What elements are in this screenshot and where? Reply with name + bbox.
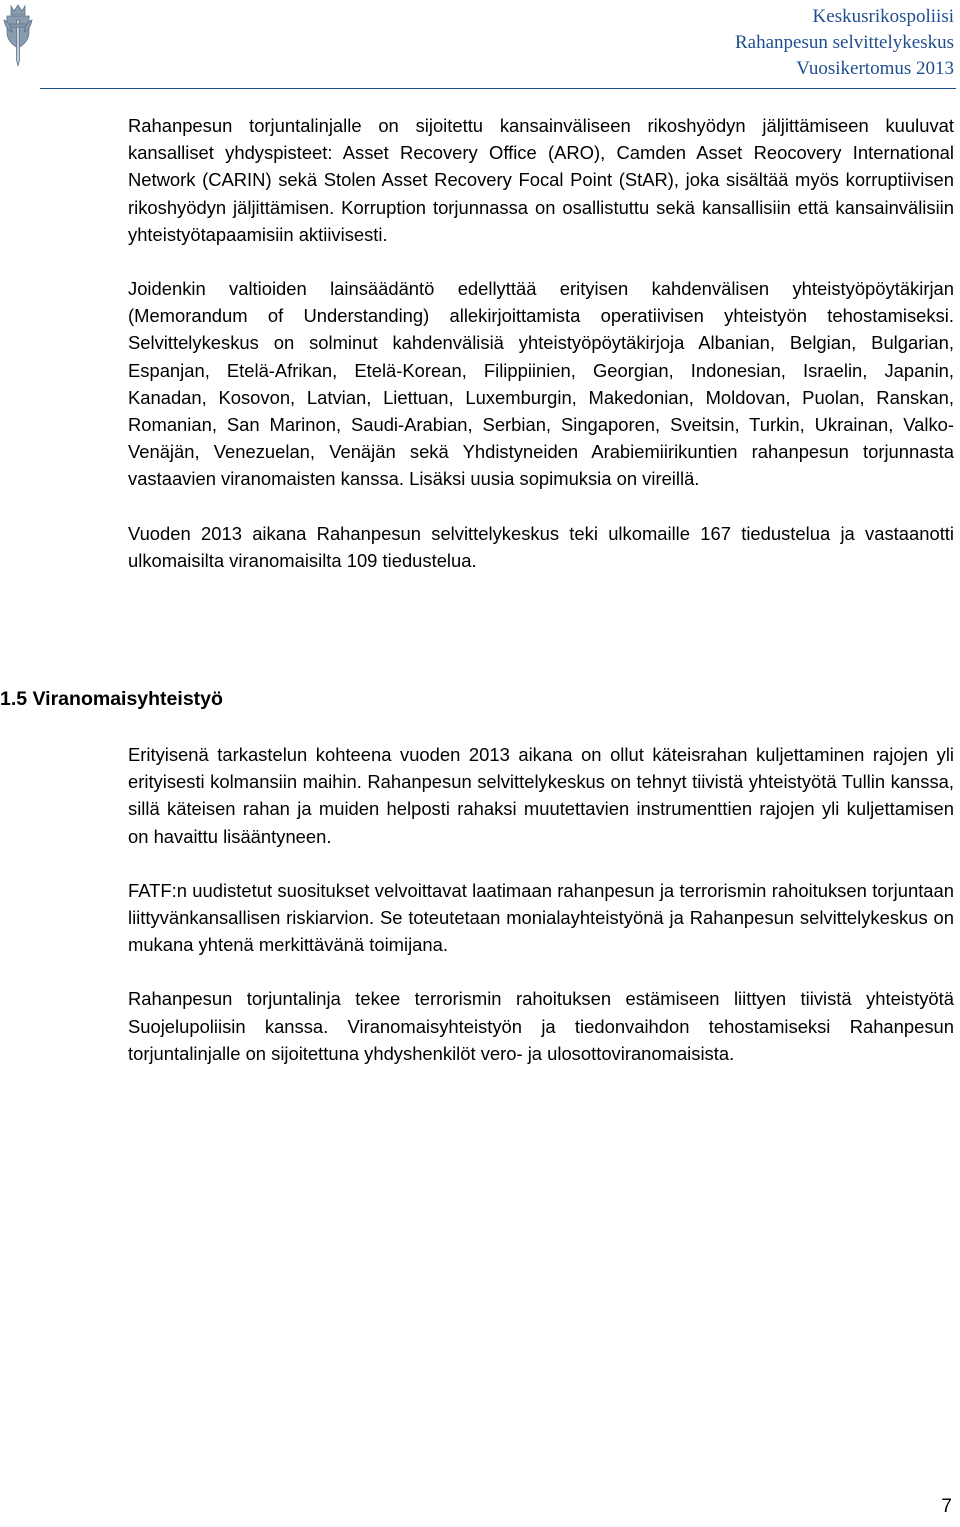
paragraph-memorandum: Joidenkin valtioiden lainsäädäntö edellyttää erityisen kahdenvälisen yhteistyöpöytäkirjan (Memorandum of Understanding) allekirjoittamista operatiivisen yhteistyön tehostamiseksi. Selvittelykeskus on solminut kahdenvälisiä yhteistyöpöytäkirjoja Albanian, Belgian, Bulgarian, Espanjan, Etelä-Afrikan, Etelä-Korean, Filippiinien, Georgian, Indonesian, Israelin, Japanin, Kanadan, Kosovon, Latvian, Liettuan, Luxemburgin, Makedonian, Moldovan, Puolan, Ranskan, Romanian, San Marinon, Saudi-Arabian, Serbian, Singaporen, Sveitsin, Turkin, Ukrainan, Valko-Venäjän, Venezuelan, Venäjän sekä Yhdistyneiden Arabiemiirikuntien rahanpesun torjunnasta vastaavien viranomaisten kanssa. Lisäksi uusia sopimuksia on vireillä. — [128, 278, 954, 490]
paragraph-asset-recovery: Rahanpesun torjuntalinjalle on sijoitettu kansainväliseen rikoshyödyn jäljittämiseen kuuluvat kansalliset yhdyspisteet: Asset Recovery Office (ARO), Camden Asset Reocovery International Network (CARIN) sekä Stolen Asset Recovery Focal Point (StAR), joka sisältää myös korruptiivisen rikoshyödyn jäljittämisen. Korruption torjunnassa on osallistuttu sekä kansallisiin että kansainvälisiin yhteistyötapaamisiin aktiivisesti. — [128, 115, 954, 245]
header-report-title: Vuosikertomus 2013 — [796, 58, 954, 79]
page-number: 7 — [941, 1496, 952, 1517]
header-unit: Rahanpesun selvittelykeskus — [735, 32, 954, 53]
police-sword-emblem-icon — [2, 2, 34, 68]
header-divider — [40, 88, 956, 89]
main-text-section — [128, 741, 954, 1067]
document-header — [735, 4, 954, 82]
paragraph-inquiries: Vuoden 2013 aikana Rahanpesun selvittelykeskus teki ulkomaille 167 tiedustelua ja vastaanotti ulkomaisilta viranomaisilta 109 tiedustelua. — [128, 522, 954, 571]
header-organization: Keskusrikospoliisi — [812, 6, 954, 27]
paragraph-terrorism-financing: Rahanpesun torjuntalinja tekee terrorismin rahoituksen estämiseen liittyen tiivistä yhteistyötä Suojelupoliisin kanssa. Viranomaisyhteistyön ja tiedonvaihdon tehostamiseksi Rahanpesun torjuntalinjalle on sijoitettuna yhdyshenkilöt vero- ja ulosottoviranomaisista. — [128, 988, 954, 1064]
main-text-top — [128, 112, 954, 574]
paragraph-fatf: FATF:n uudistetut suositukset velvoittavat laatimaan rahanpesun ja terrorismin rahoituksen torjuntaan liittyvänkansallisen riskiarvion. Se toteutetaan monialayhteistyönä ja Rahanpesun selvittelykeskus on mukana yhtenä merkittävänä toimijana. — [128, 879, 954, 956]
paragraph-cash-transport: Erityisenä tarkastelun kohteena vuoden 2013 aikana on ollut käteisrahan kuljettaminen rajojen yli erityisesti kolmansiin maihin. Rahanpesun selvittelykeskus on tehnyt tiivistä yhteistyötä Tullin kanssa, sillä käteisen rahan ja muiden helposti rahaksi muutettavien instrumenttien rajojen yli kuljettamisen on havaittu lisääntyneen. — [128, 744, 954, 847]
section-heading: 1.5 Viranomaisyhteistyö — [0, 688, 223, 710]
